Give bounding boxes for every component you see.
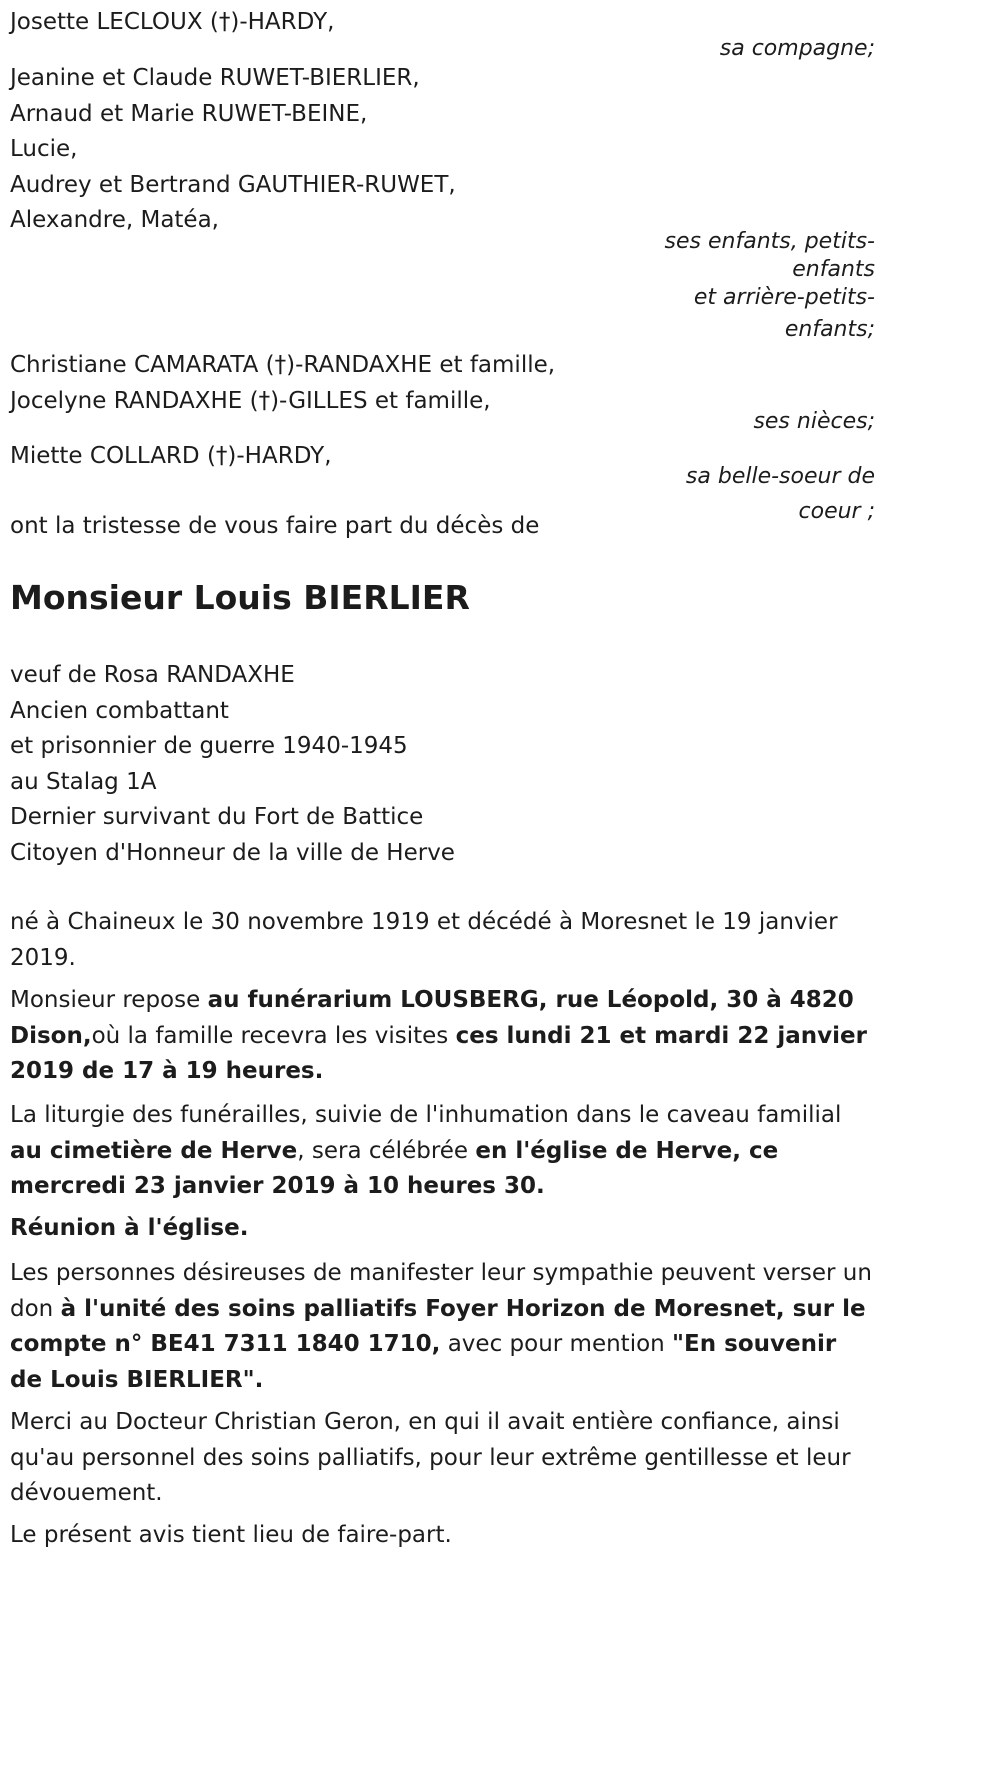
family-children <box>10 61 875 346</box>
relation-label: sa compagne; <box>719 36 875 61</box>
liturgy-paragraph <box>10 1098 875 1205</box>
visits-dates: ces lundi 21 et mardi 22 janvier 2019 de 17 à 19 heures. <box>10 1022 867 1084</box>
family-name-line: Miette COLLARD (†)-HARDY, <box>10 443 332 469</box>
visits-paragraph <box>10 983 875 1090</box>
family-name-line: Jocelyne RANDAXHE (†)-GILLES et famille, <box>10 387 491 414</box>
donation-text: avec pour mention <box>440 1331 673 1357</box>
relation-line: et arrière-petits- <box>693 285 875 310</box>
family-name-line: Lucie, <box>10 136 78 162</box>
family-name-line: Josette LECLOUX (†)-HARDY, <box>10 9 335 35</box>
relation-line: coeur ; <box>798 499 875 524</box>
liturgy-text: La liturgie des funérailles, suivie de l'inhumation dans le caveau familial <box>10 1102 842 1128</box>
family-name-line: Arnaud et Marie RUWET-BEINE, <box>10 100 368 127</box>
liturgy-text: , sera célébrée <box>297 1137 476 1164</box>
visits-text: Monsieur repose <box>10 987 208 1013</box>
reunion-paragraph <box>10 1211 875 1247</box>
relation-line: ses enfants, petits- <box>664 229 875 254</box>
bio-line: Dernier survivant du Fort de Battice <box>10 804 424 830</box>
family-name-line: Audrey et Bertrand GAUTHIER-RUWET, <box>10 171 456 198</box>
relation-label <box>635 459 875 529</box>
donation-recipient: à l'unité des soins palliatifs Foyer Horizon de Moresnet, sur le compte n° BE41 7311 1840 1710, <box>10 1295 866 1357</box>
bio-line: veuf de Rosa RANDAXHE <box>10 662 295 688</box>
birth-death-paragraph: né à Chaineux le 30 novembre 1919 et décédé à Moresnet le 19 janvier 2019. <box>10 909 838 971</box>
bio-line: Ancien combattant <box>10 697 229 724</box>
reunion-text: Réunion à l'église. <box>10 1215 249 1241</box>
relation-line: enfants; <box>784 317 875 342</box>
family-nieces <box>10 348 875 438</box>
family-companion <box>10 5 875 61</box>
donation-text: Les personnes désireuses de manifester leur sympathie peuvent verser un don <box>10 1260 872 1322</box>
relation-line: enfants <box>792 257 875 282</box>
relation-label: ses nièces; <box>753 409 875 434</box>
donation-mention: "En souvenir de Louis BIERLIER". <box>10 1331 837 1393</box>
relation-line: sa belle-soeur de <box>685 464 875 489</box>
bio-line: au Stalag 1A <box>10 768 157 795</box>
family-name-line: Christiane CAMARATA (†)-RANDAXHE et famille, <box>10 352 556 378</box>
closing-paragraph: Le présent avis tient lieu de faire-part. <box>10 1522 452 1548</box>
bio-line: et prisonnier de guerre 1940-1945 <box>10 733 408 759</box>
liturgy-cemetery: au cimetière de Herve <box>10 1137 298 1164</box>
donation-paragraph <box>10 1256 875 1398</box>
liturgy-church-date: en l'église de Herve, ce mercredi 23 janvier 2019 à 10 heures 30. <box>10 1137 779 1199</box>
visits-location: au funérarium LOUSBERG, rue Léopold, 30 à 4820 Dison, <box>10 987 854 1049</box>
thanks-paragraph: Merci au Docteur Christian Geron, en qui il avait entière confiance, ainsi qu'au personnel des soins palliatifs, pour leur extrême gentillesse et leur dévouement. <box>10 1409 851 1506</box>
relation-label <box>635 226 875 346</box>
bio-line: Citoyen d'Honneur de la ville de Herve <box>10 839 455 866</box>
announcement-text: ont la tristesse de vous faire part du décès de <box>10 513 540 539</box>
family-name-line: Alexandre, Matéa, <box>10 207 219 233</box>
family-name-line: Jeanine et Claude RUWET-BIERLIER, <box>10 65 420 91</box>
biography <box>10 658 875 871</box>
visits-text: où la famille recevra les visites <box>91 1022 456 1049</box>
deceased-name: Monsieur Louis BIERLIER <box>10 578 470 617</box>
